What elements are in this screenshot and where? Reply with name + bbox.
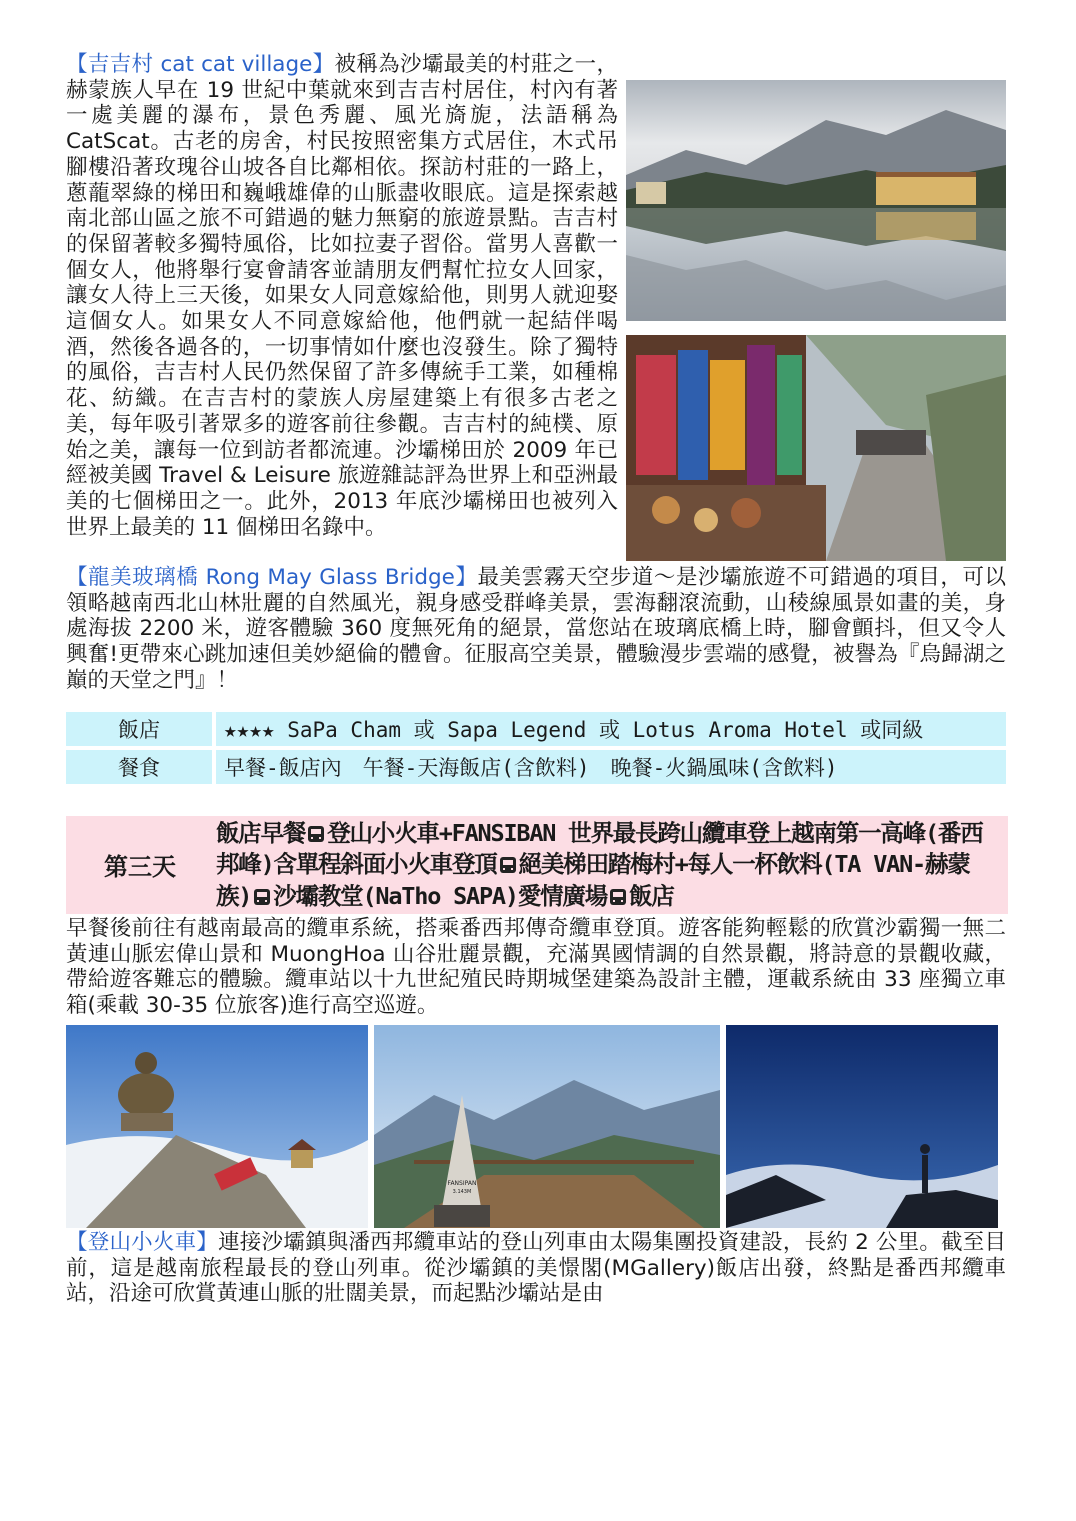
- page: [66, 52, 1006, 1307]
- side-photos: [626, 80, 1006, 561]
- day3-title-part: 飯店早餐: [216, 818, 306, 847]
- day3-header: [66, 816, 1008, 915]
- fansipan-summit-photo: [374, 1025, 720, 1228]
- hotel-value: ★★★★ SaPa Cham 或 Sapa Legend 或 Lotus Aroma Hotel 或同級: [216, 712, 1006, 746]
- glass-bridge-paragraph: [66, 565, 1006, 694]
- bus-icon: [500, 857, 516, 873]
- summit-marker-text: FANSIPAN: [447, 1179, 477, 1187]
- meal-row: [66, 750, 1006, 784]
- night-cloud-sea-photo: [726, 1025, 998, 1228]
- day3-title-part: 登山小火車+FANSIBAN 世界最長跨山纜車登上越南第一高峰(番西邦峰)含單程斜面小火車登頂: [216, 818, 983, 879]
- buddha-cable-car-photo: [66, 1025, 368, 1228]
- day3-title-part: 絕美梯田踏梅村+每人一杯飲料(TA VAN-赫蒙族): [216, 850, 970, 910]
- bus-icon: [610, 889, 626, 905]
- mountain-train-text: 連接沙壩鎮與潘西邦纜車站的登山列車由太陽集團投資建設，長約 2 公里。截至目前，這是越南旅程最長的登山列車。從沙壩鎮的美憬閣(MGallery)飯店出發，終點是番西邦纜車站，沿途可欣賞黃連山脈的壯闊美景，而起點沙壩站是由: [66, 1229, 1006, 1307]
- summit-marker-height: 3.143M: [452, 1188, 472, 1195]
- day3-paragraph: 早餐後前往有越南最高的纜車系統，搭乘番西邦傳奇纜車登頂。遊客能夠輕鬆的欣賞沙霸獨一無二黃連山脈宏偉山景和 MuongHoa 山谷壯麗景觀，充滿異國情調的自然景觀，將詩意的景觀收藏，帶給遊客難忘的體驗。纜車站以十九世紀殖民時期城堡建築為設計主體，運載系統由 33 座獨立車箱(乘載 30-35 位旅客)進行高空巡遊。: [66, 916, 1006, 1019]
- meal-label: 餐食: [66, 750, 212, 784]
- bus-icon: [254, 889, 270, 905]
- meal-value: 早餐-飯店內 午餐-天海飯店(含飲料) 晚餐-火鍋風味(含飲料): [216, 750, 1006, 784]
- day3-label: 第三天: [104, 853, 176, 882]
- mountain-train-paragraph: [66, 1230, 1006, 1307]
- hotel-label: 飯店: [66, 712, 212, 746]
- cat-cat-village-heading: 【吉吉村 cat cat village】: [66, 52, 335, 77]
- hotel-meal-table: [62, 708, 1010, 788]
- glass-bridge-heading: 【龍美玻璃橋 Rong May Glass Bridge】: [66, 565, 478, 590]
- day3-title: [214, 816, 1008, 915]
- lake-reflection-photo: [626, 80, 1006, 321]
- day3-title-part: 沙壩教堂(NaTho SAPA)愛情廣場: [273, 881, 608, 910]
- hotel-row: [66, 712, 1006, 746]
- village-market-photo: [626, 335, 1006, 561]
- day3-title-part: 飯店: [629, 881, 674, 910]
- fansipan-photo-row: [66, 1025, 1006, 1228]
- glass-bridge-text: 最美雲霧天空步道～是沙壩旅遊不可錯過的項目，可以領略越南西北山林壯麗的自然風光，親身感受群峰美景，雲海翻滾流動，山稜線風景如畫的美，身處海拔 2200 米，遊客體驗 360 度無死角的絕景，當您站在玻璃底橋上時，腳會顫抖，但又令人興奮!更帶來心跳加速但美妙絕倫的體會。征服高空美景，體驗漫步雲端的感覺，被譽為『烏歸湖之巔的天堂之門』！: [66, 565, 1006, 693]
- mountain-train-heading: 【登山小火車】: [66, 1229, 219, 1255]
- cat-cat-village-text: 被稱為沙壩最美的村莊之一，赫蒙族人早在 19 世紀中葉就來到吉吉村居住，村內有著一處美麗的瀑布，景色秀麗、風光旖旎，法語稱為 CatScat。古老的房舍，村民按照密集方式居住，木式吊腳樓沿著玫瑰谷山坡各自比鄰相依。探訪村莊的一路上，蔥蘢翠綠的梯田和巍峨雄偉的山脈盡收眼底。這是探索越南北部山區之旅不可錯過的魅力無窮的旅遊景點。吉吉村的保留著較多獨特風俗，比如拉妻子習俗。當男人喜歡一個女人，他將舉行宴會請客並請朋友們幫忙拉女人回家，讓女人待上三天後，如果女人同意嫁給他，則男人就迎娶這個女人。如果女人不同意嫁給他，他們就一起結伴喝酒，然後各過各的，一切事情如什麼也沒發生。除了獨特的風俗，吉吉村人民仍然保留了許多傳統手工業，如種棉花、紡織。在吉吉村的蒙族人房屋建築上有很多古老之美，每年吸引著眾多的遊客前往參觀。吉吉村的純樸、原始之美，讓每一位到訪者都流連。沙壩梯田於 2009 年已經被美國 Travel & Leisure 旅遊雜誌評為世界上和亞洲最美的七個梯田之一。此外，2013 年底沙壩梯田也被列入世界上最美的 11 個梯田名錄中。: [66, 52, 618, 540]
- bus-icon: [308, 826, 324, 842]
